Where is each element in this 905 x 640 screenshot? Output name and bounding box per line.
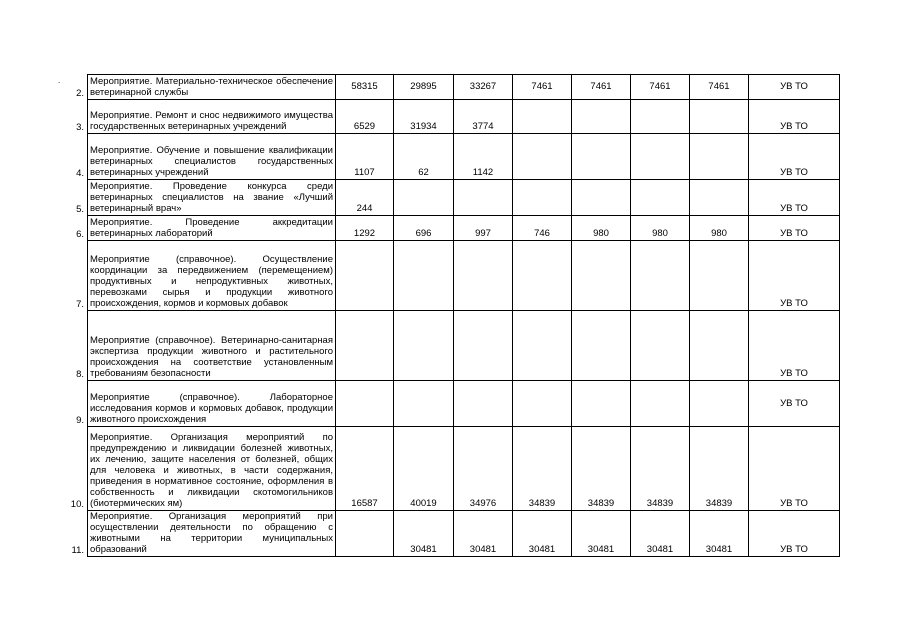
funding-value: 746 [513,216,572,241]
funding-value [336,241,394,311]
funding-value [513,381,572,427]
funding-value [572,241,631,311]
row-number: 10. [60,427,88,511]
table-row [60,511,840,557]
table-row [60,381,840,427]
funding-value [631,180,690,216]
table-row [60,75,840,100]
funding-value [631,100,690,134]
funding-value [572,180,631,216]
corner-mark: . [58,76,61,85]
table-row [60,311,840,381]
row-number: 8. [60,311,88,381]
funding-value [336,511,394,557]
measure-description: Мероприятие. Материально-техническое обеспечение ветеринарной службы [88,75,336,100]
measures-table [60,74,840,557]
funding-value: 7461 [513,75,572,100]
funding-value [690,381,749,427]
funding-value [631,241,690,311]
funding-value: 997 [454,216,513,241]
funding-value: 1292 [336,216,394,241]
responsible-org: УВ ТО [749,216,840,241]
funding-value: 1107 [336,134,394,180]
funding-value [572,381,631,427]
funding-value [454,241,513,311]
responsible-org: УВ ТО [749,511,840,557]
funding-value: 33267 [454,75,513,100]
table-row [60,427,840,511]
measure-description: Мероприятие. Организация мероприятий по предупреждению и ликвидации болезней животных, их лечению, защите населения от болезней, общих для человека и животных, в части содержания, приведения в нормативное состояние, оформления в собственность и ликвидации скотомогильников (биотермических ям) [88,427,336,511]
funding-value [690,311,749,381]
funding-value [690,100,749,134]
table-row [60,241,840,311]
responsible-org: УВ ТО [749,427,840,511]
funding-value: 6529 [336,100,394,134]
funding-value [513,134,572,180]
funding-value: 30481 [394,511,454,557]
funding-value [336,311,394,381]
funding-value: 31934 [394,100,454,134]
row-number: 9. [60,381,88,427]
measure-description: Мероприятие. Организация мероприятий при осуществлении деятельности по обращению с животными на территории муниципальных образований [88,511,336,557]
funding-value: 62 [394,134,454,180]
measure-description: Мероприятие. Проведение конкурса среди ветеринарных специалистов на звание «Лучший ветеринарный врач» [88,180,336,216]
funding-value: 40019 [394,427,454,511]
row-number: 6. [60,216,88,241]
funding-value [513,241,572,311]
funding-value: 29895 [394,75,454,100]
responsible-org: УВ ТО [749,241,840,311]
funding-value: 30481 [572,511,631,557]
funding-value [631,311,690,381]
funding-value: 34839 [631,427,690,511]
funding-value: 16587 [336,427,394,511]
funding-value: 980 [572,216,631,241]
table-row [60,134,840,180]
funding-value: 1142 [454,134,513,180]
table-body [60,75,840,557]
funding-value [394,241,454,311]
funding-value [572,134,631,180]
funding-value [513,311,572,381]
funding-value [394,311,454,381]
funding-value [394,180,454,216]
funding-value: 980 [631,216,690,241]
funding-value: 30481 [454,511,513,557]
measure-description: Мероприятие (справочное). Лабораторное исследования кормов и кормовых добавок, продукции животного происхождения [88,381,336,427]
funding-value [572,100,631,134]
funding-value [454,311,513,381]
funding-value: 58315 [336,75,394,100]
funding-value [513,180,572,216]
funding-value: 3774 [454,100,513,134]
responsible-org: УВ ТО [749,75,840,100]
funding-value [690,134,749,180]
table-row [60,100,840,134]
funding-value: 7461 [631,75,690,100]
funding-value [631,134,690,180]
funding-value: 30481 [631,511,690,557]
funding-value [394,381,454,427]
table-row [60,180,840,216]
funding-value: 30481 [690,511,749,557]
funding-value: 34839 [513,427,572,511]
funding-value [336,381,394,427]
row-number: 7. [60,241,88,311]
row-number: 4. [60,134,88,180]
funding-value [513,100,572,134]
measure-description: Мероприятие (справочное). Ветеринарно-санитарная экспертиза продукции животного и растительного происхождения на соответствие установленным требованиям безопасности [88,311,336,381]
responsible-org: УВ ТО [749,311,840,381]
row-number: 5. [60,180,88,216]
measure-description: Мероприятие. Ремонт и снос недвижимого имущества государственных ветеринарных учреждений [88,100,336,134]
row-number: 2. [60,75,88,100]
funding-value [454,180,513,216]
responsible-org: УВ ТО [749,100,840,134]
funding-value [631,381,690,427]
funding-value: 34839 [572,427,631,511]
responsible-org: УВ ТО [749,134,840,180]
table-row [60,216,840,241]
funding-value: 34976 [454,427,513,511]
funding-value: 30481 [513,511,572,557]
row-number: 11. [60,511,88,557]
responsible-org: УВ ТО [749,180,840,216]
measure-description: Мероприятие. Проведение аккредитации ветеринарных лабораторий [88,216,336,241]
funding-value [572,311,631,381]
funding-value [454,381,513,427]
responsible-org: УВ ТО [749,381,840,427]
measure-description: Мероприятие (справочное). Осуществление координации за передвижением (перемещением) продуктивных и непродуктивных животных, перевозками сырья и продукции животного происхождения, кормов и кормовых добавок [88,241,336,311]
funding-value: 7461 [690,75,749,100]
funding-value: 7461 [572,75,631,100]
funding-value: 696 [394,216,454,241]
funding-value [690,241,749,311]
funding-value [690,180,749,216]
funding-value: 34839 [690,427,749,511]
row-number: 3. [60,100,88,134]
funding-value: 244 [336,180,394,216]
measure-description: Мероприятие. Обучение и повышение квалификации ветеринарных специалистов государственных ветеринарных учреждений [88,134,336,180]
funding-value: 980 [690,216,749,241]
